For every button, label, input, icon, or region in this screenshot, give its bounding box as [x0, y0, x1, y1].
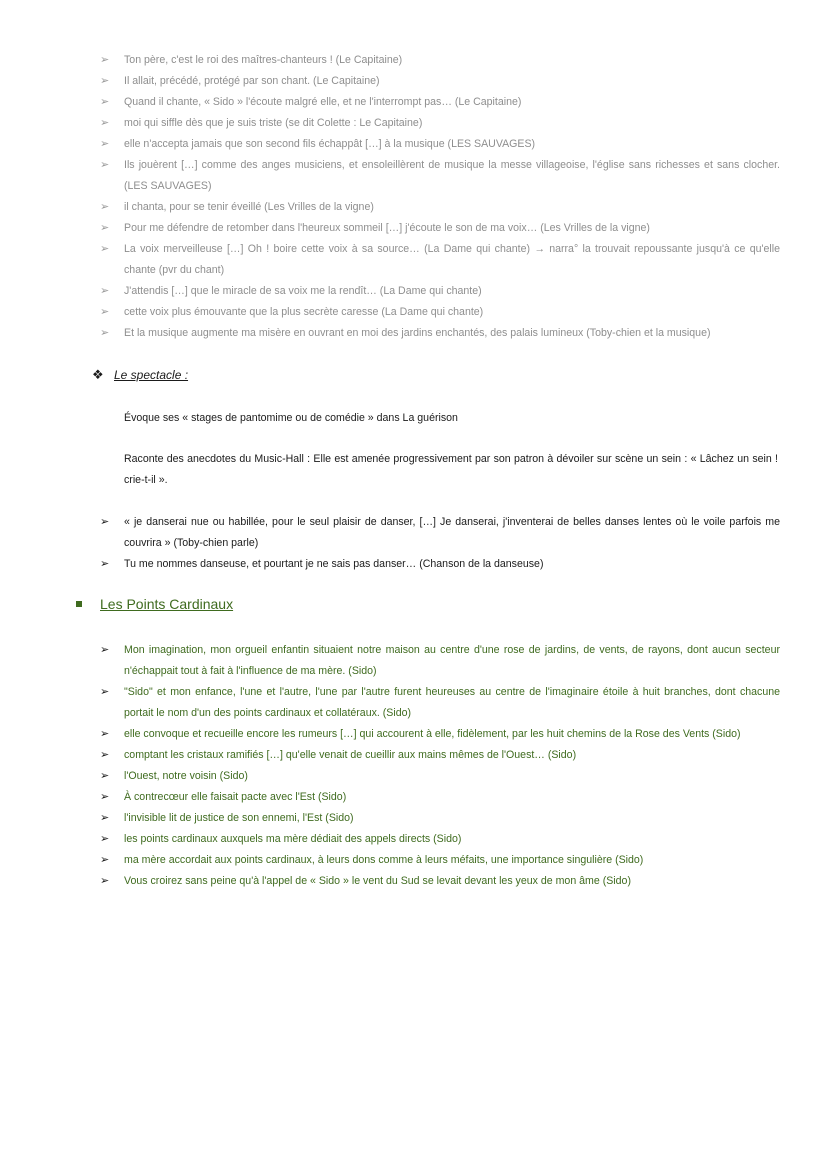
list-item-text: Et la musique augmente ma misère en ouvrant en moi des jardins enchantés, des palais lumineux (Toby-chien et la musique): [124, 327, 711, 339]
list-item-text: ma mère accordait aux points cardinaux, à leurs dons comme à leurs méfaits, une importance singulière (Sido): [124, 854, 644, 866]
spectacle-heading: [92, 367, 188, 383]
points-cardinaux-quotes-list: [98, 640, 780, 892]
list-item: [98, 92, 780, 113]
arrow-bullet-icon: ➢: [100, 75, 110, 87]
square-bullet-icon: [76, 601, 82, 607]
list-item: [98, 281, 780, 302]
list-item-text: Pour me défendre de retomber dans l'heureux sommeil […] j'écoute le son de ma voix… (Les Vrilles de la vigne): [124, 222, 650, 234]
list-item: [98, 71, 780, 92]
arrow-bullet-icon: ➢: [100, 854, 110, 866]
spectacle-quotes-list: [98, 512, 780, 575]
arrow-bullet-icon: ➢: [100, 770, 110, 782]
list-item-text: Ils jouèrent […] comme des anges musiciens, et ensoleillèrent de musique la messe villageoise, l'église sans richesses et sans clocher. (LES SAUVAGES): [124, 159, 780, 192]
arrow-bullet-icon: ➢: [100, 728, 110, 740]
list-item-text: À contrecœur elle faisait pacte avec l'Est (Sido): [124, 791, 347, 803]
arrow-bullet-icon: ➢: [100, 812, 110, 824]
spectacle-title: Le spectacle :: [114, 368, 189, 382]
list-item-text: l'invisible lit de justice de son ennemi, l'Est (Sido): [124, 812, 354, 824]
list-item: [98, 640, 780, 682]
diamond-bullet-icon: ❖: [92, 367, 104, 382]
list-item-text: cette voix plus émouvante que la plus secrète caresse (La Dame qui chante): [124, 306, 484, 318]
list-item-text: J'attendis […] que le miracle de sa voix me la rendît… (La Dame qui chante): [124, 285, 482, 297]
arrow-bullet-icon: ➢: [100, 54, 110, 66]
list-item: [98, 871, 780, 892]
list-item-text: comptant les cristaux ramifiés […] qu'elle venait de cueillir aux mains mêmes de l'Ouest… (Sido): [124, 749, 577, 761]
arrow-bullet-icon: ➢: [100, 138, 110, 150]
list-item-text: Quand il chante, « Sido » l'écoute malgré elle, et ne l'interrompt pas… (Le Capitaine): [124, 96, 522, 108]
music-quotes-list: [98, 50, 780, 344]
list-item: [98, 787, 780, 808]
arrow-bullet-icon: ➢: [100, 644, 110, 656]
list-item: [98, 197, 780, 218]
list-item: [98, 808, 780, 829]
list-item: [98, 323, 780, 344]
list-item-text: l'Ouest, notre voisin (Sido): [124, 770, 248, 782]
list-item-text: Il allait, précédé, protégé par son chant. (Le Capitaine): [124, 75, 380, 87]
arrow-bullet-icon: ➢: [100, 686, 110, 698]
list-item-text: « je danserai nue ou habillée, pour le seul plaisir de danser, […] Je danserai, j'inventerai de belles danses lentes où le voile parfois me couvrira » (Toby-chien parle): [124, 516, 780, 549]
list-item-text: elle n'accepta jamais que son second fils échappât […] à la musique (LES SAUVAGES): [124, 138, 536, 150]
list-item: [98, 155, 780, 197]
list-item-text: les points cardinaux auxquels ma mère dédiait des appels directs (Sido): [124, 833, 462, 845]
arrow-bullet-icon: ➢: [100, 96, 110, 108]
list-item: [98, 512, 780, 554]
list-item-text: moi qui siffle dès que je suis triste (se dit Colette : Le Capitaine): [124, 117, 423, 129]
arrow-bullet-icon: ➢: [100, 117, 110, 129]
list-item: [98, 724, 780, 745]
list-item: [98, 134, 780, 155]
arrow-bullet-icon: ➢: [100, 159, 110, 171]
list-item-text: elle convoque et recueille encore les rumeurs […] qui accourent à elle, fidèlement, par les huit chemins de la Rose des Vents (Sido): [124, 728, 741, 740]
list-item: [98, 766, 780, 787]
list-item-text: Tu me nommes danseuse, et pourtant je ne sais pas danser… (Chanson de la danseuse): [124, 558, 544, 570]
list-item-text: "Sido" et mon enfance, l'une et l'autre, l'une par l'autre furent heureuses au centre de l'imaginaire étoile à huit branches, dont chacune portait le nom d'un des points cardinaux et collatéraux. (Sido): [124, 686, 780, 719]
spectacle-paragraph-pantomime: Évoque ses « stages de pantomime ou de comédie » dans La guérison: [124, 412, 458, 424]
arrow-bullet-icon: ➢: [100, 285, 110, 297]
arrow-bullet-icon: ➢: [100, 243, 110, 255]
list-item-text: il chanta, pour se tenir éveillé (Les Vrilles de la vigne): [124, 201, 374, 213]
list-item: [98, 50, 780, 71]
arrow-bullet-icon: ➢: [100, 749, 110, 761]
list-item-text: Mon imagination, mon orgueil enfantin situaient notre maison au centre d'une rose de jardins, de vents, de rayons, dont aucun secteur n'échappait tout à fait à l'influence de ma mère. (Sido): [124, 644, 780, 677]
arrow-bullet-icon: ➢: [100, 833, 110, 845]
arrow-bullet-icon: ➢: [100, 791, 110, 803]
arrow-bullet-icon: ➢: [100, 516, 110, 528]
list-item: [98, 239, 780, 281]
list-item: [98, 745, 780, 766]
list-item: [98, 302, 780, 323]
arrow-bullet-icon: ➢: [100, 201, 110, 213]
arrow-bullet-icon: ➢: [100, 558, 110, 570]
arrow-bullet-icon: ➢: [100, 222, 110, 234]
list-item-text: Vous croirez sans peine qu'à l'appel de « Sido » le vent du Sud se levait devant les yeux de mon âme (Sido): [124, 875, 631, 887]
points-cardinaux-title: Les Points Cardinaux: [100, 596, 234, 612]
points-cardinaux-heading: [76, 596, 233, 612]
arrow-bullet-icon: ➢: [100, 306, 110, 318]
spectacle-paragraph-music-hall: Raconte des anecdotes du Music-Hall : Elle est amenée progressivement par son patron à dévoiler sur scène un sein : « Lâchez un sein ! crie-t-il ».: [124, 453, 778, 486]
list-item: [98, 682, 780, 724]
list-item: [98, 850, 780, 871]
list-item: [98, 554, 780, 575]
list-item: [98, 113, 780, 134]
list-item-text: La voix merveilleuse […] Oh ! boire cette voix à sa source… (La Dame qui chante) → narra° la trouvait repoussante jusqu'à ce qu'elle chante (pvr du chant): [124, 243, 780, 276]
arrow-bullet-icon: ➢: [100, 875, 110, 887]
list-item: [98, 829, 780, 850]
arrow-bullet-icon: ➢: [100, 327, 110, 339]
list-item-text: Ton père, c'est le roi des maîtres-chanteurs ! (Le Capitaine): [124, 54, 403, 66]
list-item: [98, 218, 780, 239]
